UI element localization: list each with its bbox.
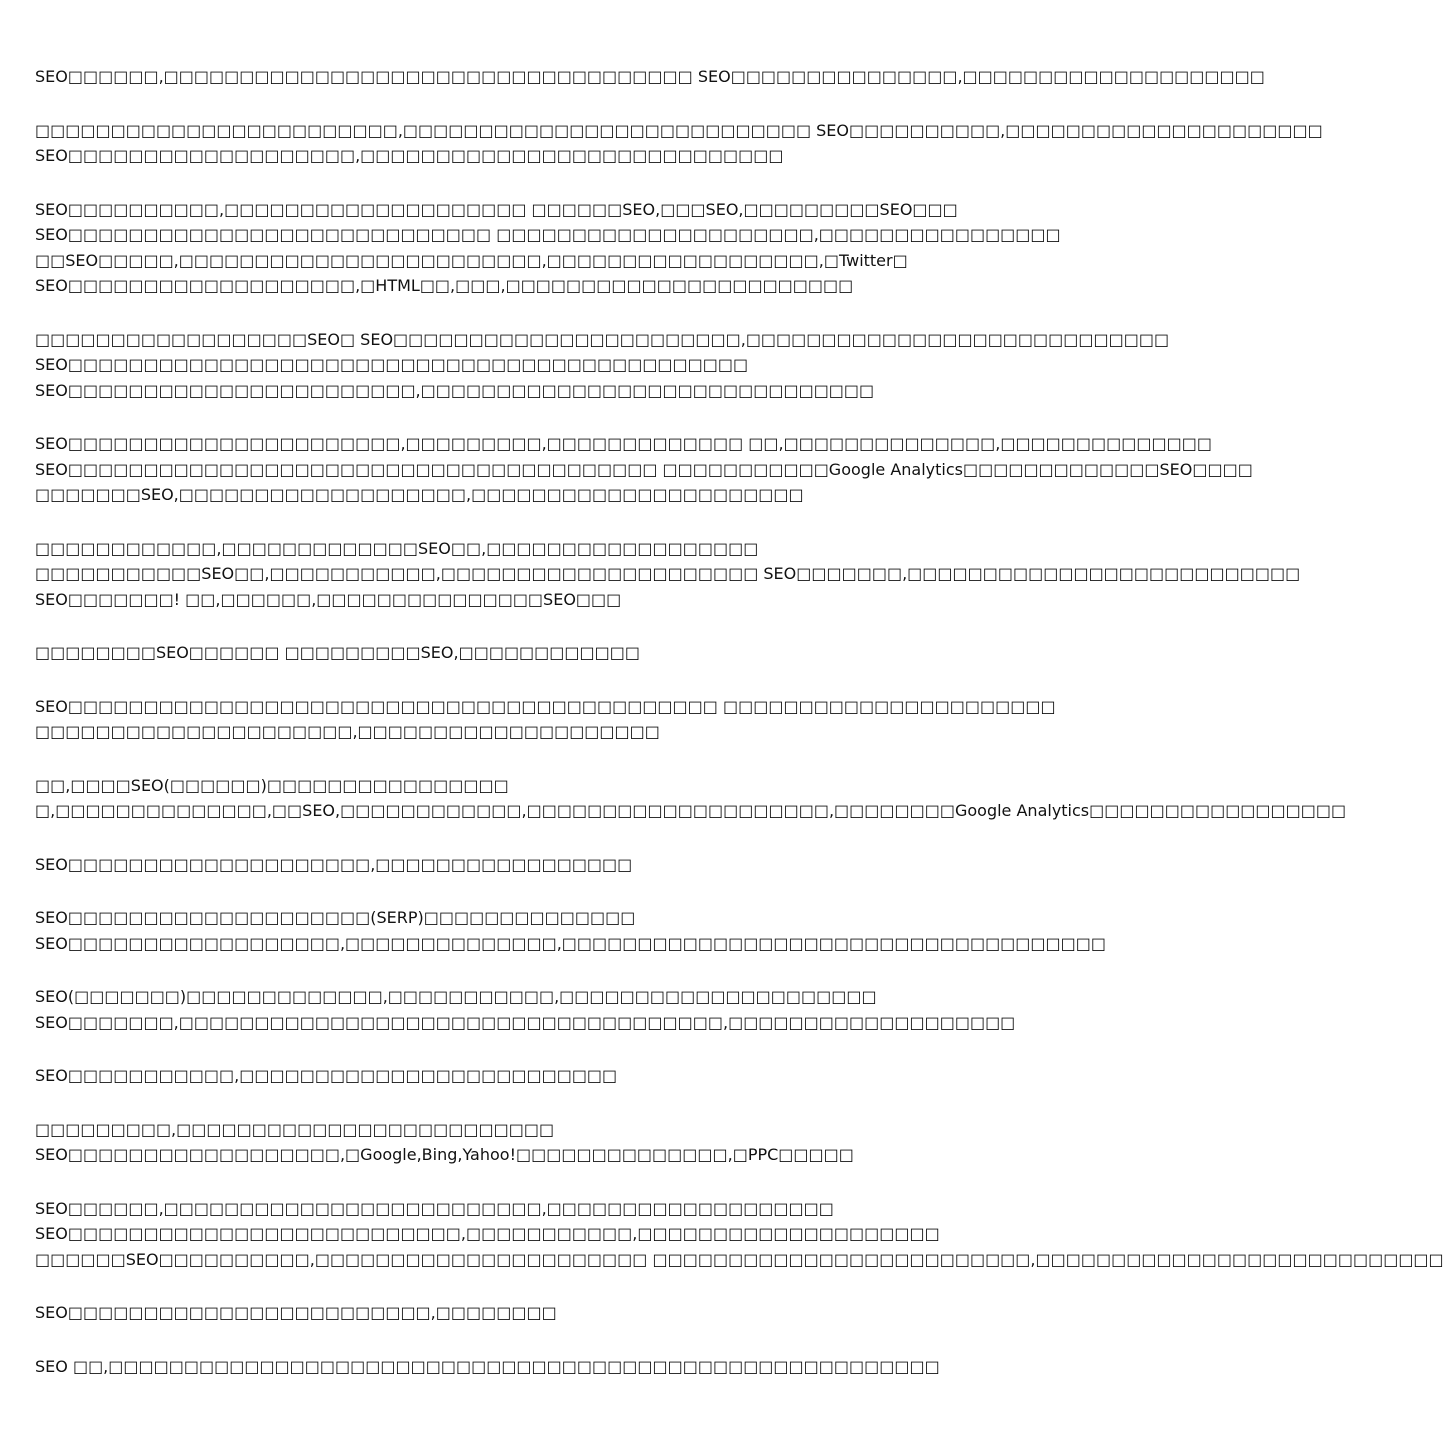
paragraph — [35, 905, 1106, 956]
text-line: □,□□□□□□□□□□□□□□,□□SEO,□□□□□□□□□□□□,□□□□□□□□□□□□□□□□□□□□,□□□□□□□□Google Analytics□□□□□□□□□□□□□□□□□ — [35, 801, 1347, 820]
paragraph — [35, 64, 1265, 90]
text-line: □□SEO□□□□□,□□□□□□□□□□□□□□□□□□□□□□□□,□□□□□□□□□□□□□□□□□□,□Twitter□ — [35, 250, 908, 270]
paragraph — [35, 1117, 984, 1168]
paragraph — [35, 640, 984, 666]
text-line: SEO□□□□□□□□□□□□□□□□□□□□□□□,□□□□□□□□□□□□□□□□□□□□□□□□□□□□□□ — [35, 380, 875, 400]
text-line: SEO□□□□□□□□□□□□□□□□□□□□□□□□□□,□□□□□□□□□□□,□□□□□□□□□□□□□□□□□□□□ — [35, 1224, 940, 1243]
text-line: □□□□□□SEO□□□□□□□□□□,□□□□□□□□□□□□□□□□□□□□□□ □□□□□□□□□□□□□□□□□□□□□□□□□,□□□□□□□□□□□□□□□□□□□□□□□□□□□ — [35, 1249, 1444, 1269]
text-line: SEO□□□□□□□□□□□□□□□□□□□□□□□□,□□□□□□□□ — [35, 1303, 557, 1322]
text-line: □□□□□□□□SEO□□□□□□ □□□□□□□□□SEO,□□□□□□□□□□□□ — [35, 643, 640, 662]
text-line: SEO□□□□□□□□□□□□□□□□□□□□□□,□□□□□□□□□,□□□□□□□□□□□□□ □□,□□□□□□□□□□□□□□,□□□□□□□□□□□□□□ — [35, 434, 1212, 453]
paragraph — [35, 118, 1323, 169]
text-line: SEO□□□□□□□□□□□□□□□□□□□□,□□□□□□□□□□□□□□□□□ — [35, 854, 633, 874]
text-line: SEO□□□□□□□□□□□□□□□□□□,□Google,Bing,Yahoo!□□□□□□□□□□□□□□,□PPC□□□□□ — [35, 1145, 854, 1164]
text-line: SEO□□□□□□□□□□□□□□□□□□□□□□□□□□□□□□□□□□□□□□□□□□□□□ — [35, 355, 749, 374]
paragraph — [35, 984, 1016, 1035]
text-line: SEO□□□□□□,□□□□□□□□□□□□□□□□□□□□□□□□□□□□□□□□□□□ SEO□□□□□□□□□□□□□□□,□□□□□□□□□□□□□□□□□□□□ — [35, 67, 1265, 86]
text-line: □□,□□□□SEO(□□□□□□)□□□□□□□□□□□□□□□□ — [35, 775, 509, 795]
text-line: □□□□□□□□□□□□,□□□□□□□□□□□□□SEO□□,□□□□□□□□□□□□□□□□□□ — [35, 538, 759, 558]
paragraph — [35, 852, 984, 878]
paragraph — [35, 431, 1253, 508]
text-line: SEO□□□□□□□□□□□,□□□□□□□□□□□□□□□□□□□□□□□□□ — [35, 1066, 618, 1085]
paragraph — [35, 327, 1170, 404]
text-line: SEO□□□□□□□□□□□□□□□□□□□,□□□□□□□□□□□□□□□□□□□□□□□□□□□□ — [35, 146, 784, 165]
text-line: SEO□□□□□□□□□□□□□□□□□□□□□□□□□□□□□□□□□□□□□□□ □□□□□□□□□□□Google Analytics□□□□□□□□□□□□□SEO□□□□ — [35, 459, 1253, 479]
text-line: SEO(□□□□□□□)□□□□□□□□□□□□□,□□□□□□□□□□□,□□□□□□□□□□□□□□□□□□□□□ — [35, 987, 877, 1006]
text-line: SEO□□□□□□□□□□□□□□□□□□□□□□□□□□□□□□□□□□□□□□□□□□□ □□□□□□□□□□□□□□□□□□□□□□ — [35, 696, 1056, 716]
text-line: SEO□□□□□□,□□□□□□□□□□□□□□□□□□□□□□□□□,□□□□□□□□□□□□□□□□□□□ — [35, 1198, 834, 1218]
paragraph — [35, 773, 1347, 824]
text-line: □□□□□□□□□□□□□□□□□□□□□□□□,□□□□□□□□□□□□□□□□□□□□□□□□□□□ SEO□□□□□□□□□□,□□□□□□□□□□□□□□□□□□□□□ — [35, 120, 1323, 140]
text-line: SEO□□□□□□□□□□,□□□□□□□□□□□□□□□□□□□□ □□□□□□SEO,□□□SEO,□□□□□□□□□SEO□□□ — [35, 199, 958, 219]
paragraph — [35, 694, 1056, 745]
text-line: SEO□□□□□□□,□□□□□□□□□□□□□□□□□□□□□□□□□□□□□□□□□□□□,□□□□□□□□□□□□□□□□□□□ — [35, 1012, 1016, 1032]
text-line: SEO □□,□□□□□□□□□□□□□□□□□□□□□□□□□□□□□□□□□□□□□□□□□□□□□□□□□□□□□□□ — [35, 1356, 940, 1376]
text-line: □□□□□□□□□□□□□□□□□□□□□,□□□□□□□□□□□□□□□□□□□□ — [35, 722, 660, 741]
text-line: □□□□□□□SEO,□□□□□□□□□□□□□□□□□□□,□□□□□□□□□□□□□□□□□□□□□□ — [35, 485, 804, 504]
text-line: □□□□□□□□□□□SEO□□,□□□□□□□□□□□,□□□□□□□□□□□□□□□□□□□□□ SEO□□□□□□□,□□□□□□□□□□□□□□□□□□□□□□□□□□ — [35, 564, 1301, 583]
paragraph — [35, 1063, 984, 1089]
text-line: SEO□□□□□□□□□□□□□□□□□□□□(SERP)□□□□□□□□□□□□□□ — [35, 908, 636, 927]
text-line: SEO□□□□□□□! □□,□□□□□□,□□□□□□□□□□□□□□□SEO□□□ — [35, 589, 622, 609]
paragraph — [35, 1300, 984, 1326]
paragraph — [35, 1354, 984, 1380]
text-line: SEO□□□□□□□□□□□□□□□□□□,□□□□□□□□□□□□□□,□□□□□□□□□□□□□□□□□□□□□□□□□□□□□□□□□□□□ — [35, 933, 1106, 953]
text-line: □□□□□□□□□□□□□□□□□□SEO□ SEO□□□□□□□□□□□□□□□□□□□□□□□,□□□□□□□□□□□□□□□□□□□□□□□□□□□□ — [35, 329, 1170, 349]
paragraph — [35, 536, 1301, 613]
paragraph — [35, 1196, 1444, 1273]
text-line: SEO□□□□□□□□□□□□□□□□□□□,□HTML□□,□□□,□□□□□□□□□□□□□□□□□□□□□□□ — [35, 276, 854, 295]
text-line: SEO□□□□□□□□□□□□□□□□□□□□□□□□□□□□ □□□□□□□□□□□□□□□□□□□□□,□□□□□□□□□□□□□□□□ — [35, 225, 1061, 244]
paragraph — [35, 197, 1061, 299]
text-line: □□□□□□□□□,□□□□□□□□□□□□□□□□□□□□□□□□□ — [35, 1119, 555, 1139]
